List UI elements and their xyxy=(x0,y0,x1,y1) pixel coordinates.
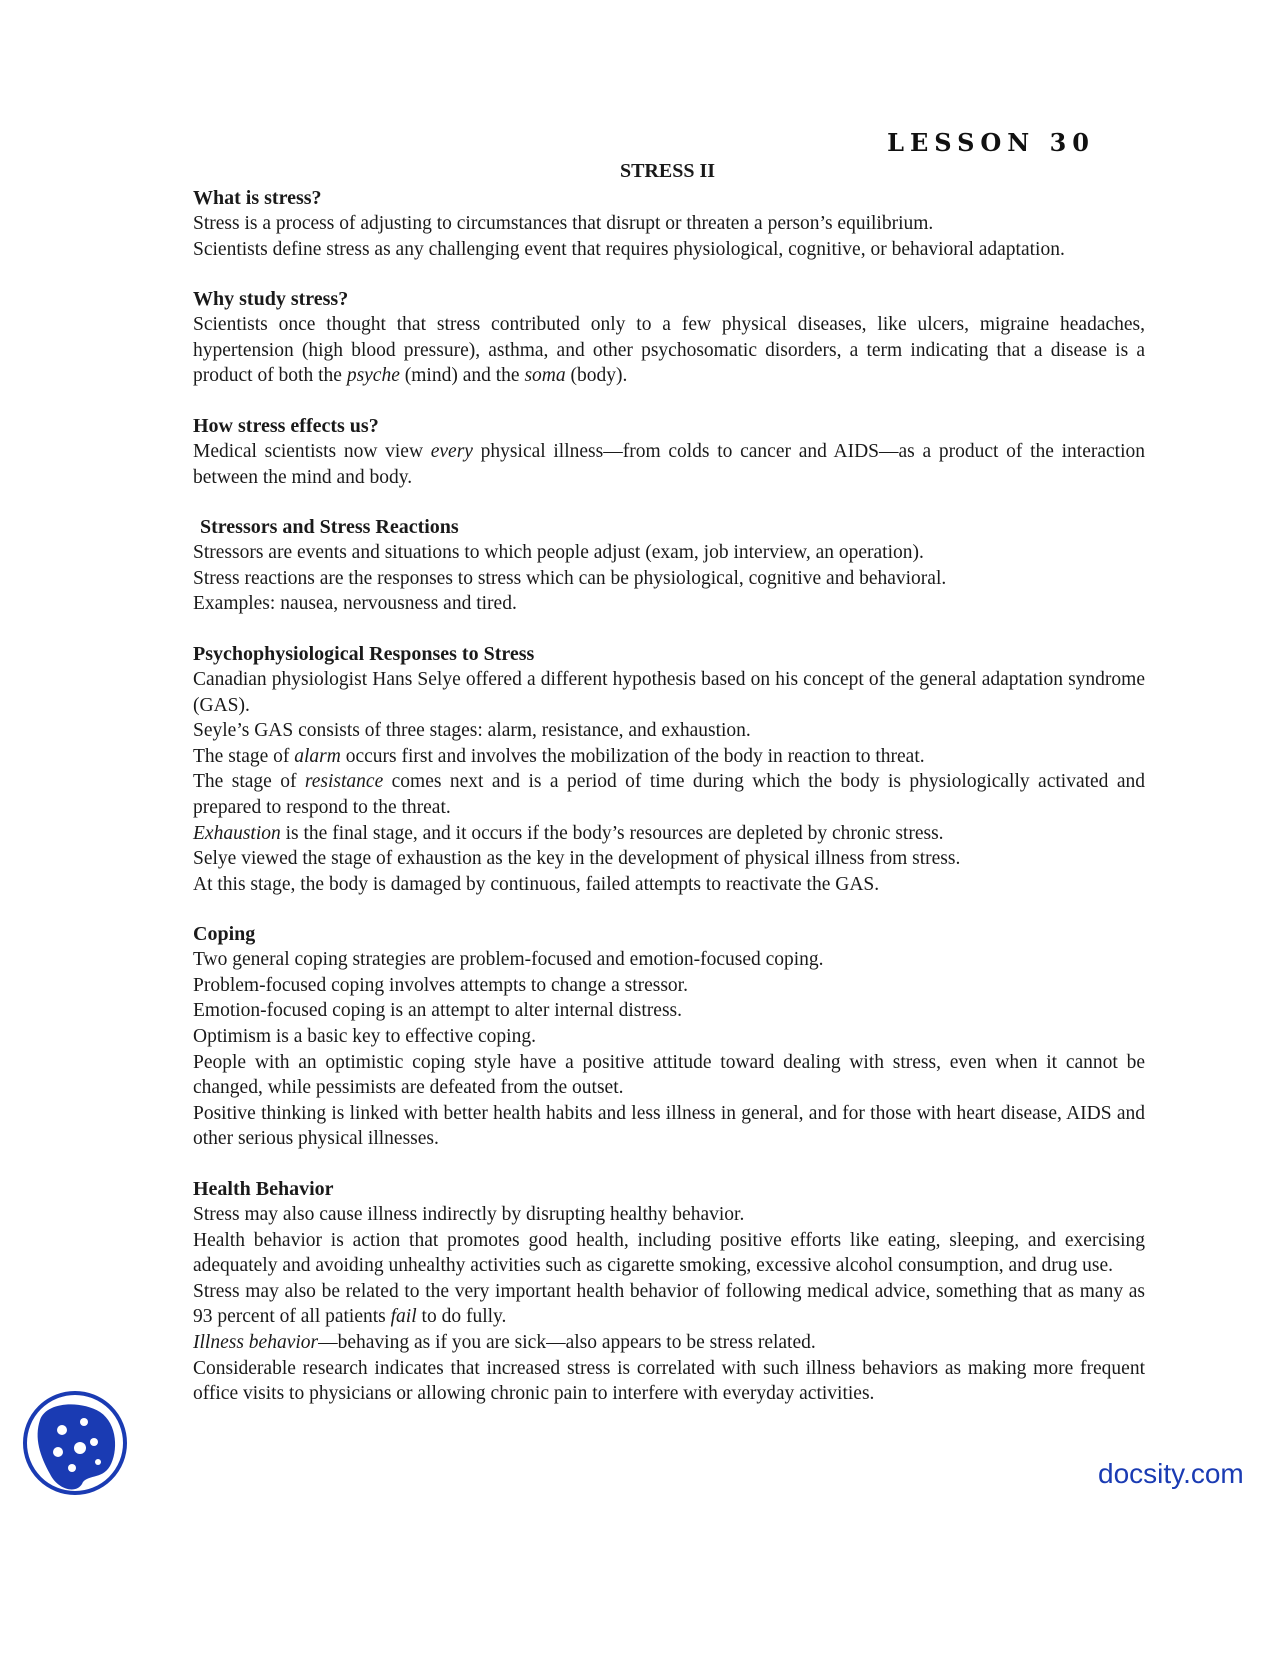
text-run: occurs first and involves the mobilization of the body in reaction to threat. xyxy=(340,745,925,767)
text-run: The stage of xyxy=(193,771,305,793)
paragraph: Stressors are events and situations to which people adjust (exam, job interview, an operation). xyxy=(193,542,924,564)
text-run: is the final stage, and it occurs if the body’s resources are depleted by chronic stress. xyxy=(280,822,944,844)
emphasis-soma: soma xyxy=(524,365,566,387)
paragraph xyxy=(193,769,1145,820)
section-coping xyxy=(193,921,1145,1152)
paragraph xyxy=(193,821,1145,847)
section-health-behavior xyxy=(193,1176,1145,1407)
paragraph: Positive thinking is linked with better health habits and less illness in general, and for those with heart disease, AIDS and other serious physical illnesses. xyxy=(193,1102,1145,1150)
emphasis-fail: fail xyxy=(390,1306,417,1328)
text-run: Medical scientists now view xyxy=(193,440,431,462)
docsity-logo-icon[interactable] xyxy=(22,1390,128,1496)
paragraph xyxy=(193,744,1145,770)
paragraph: Selye viewed the stage of exhaustion as the key in the development of physical illness from stress. xyxy=(193,848,961,870)
section-how-stress-effects xyxy=(193,413,1145,490)
paragraph: Problem-focused coping involves attempts to change a stressor. xyxy=(193,974,688,996)
document-body xyxy=(193,185,1145,1431)
paragraph: Health behavior is action that promotes good health, including positive efforts like eating, sleeping, and exercising adequately and avoiding unhealthy activities such as cigarette smoking, excessive alcohol consumption, and drug use. xyxy=(193,1229,1145,1277)
section-what-is-stress xyxy=(193,185,1145,262)
section-psychophysiological xyxy=(193,641,1145,897)
emphasis-every: every xyxy=(430,440,473,462)
section-heading: How stress effects us? xyxy=(193,414,379,437)
paragraph: Canadian physiologist Hans Selye offered a different hypothesis based on his concept of the general adaptation syndrome (GAS). xyxy=(193,668,1145,716)
section-heading: Why study stress? xyxy=(193,288,349,311)
section-heading: Psychophysiological Responses to Stress xyxy=(193,642,535,665)
section-stressors xyxy=(193,514,1145,617)
text-run: Scientists once thought that stress contributed only to a few physical diseases, like ulcers, migraine headaches, hypertension (high blood pressure), asthma, and other psychosomatic disorders, a term indicating that a disease is a product of both the xyxy=(193,314,1145,387)
text-run: (body). xyxy=(565,365,628,387)
page-title: STRESS II xyxy=(619,160,716,182)
text-run: to do fully. xyxy=(416,1306,507,1328)
paragraph: Stress is a process of adjusting to circumstances that disrupt or threaten a person’s equilibrium. xyxy=(193,213,934,234)
section-heading: Coping xyxy=(193,923,256,946)
text-run: physical illness—from colds to cancer and AIDS—as a product of the interaction between the mind and body. xyxy=(193,440,1145,488)
lesson-number: LESSON 30 xyxy=(887,128,1095,157)
text-run: comes next and is a period of time during which the body is physiologically activated and prepared to respond to the threat. xyxy=(193,771,1145,818)
paragraph: At this stage, the body is damaged by continuous, failed attempts to reactivate the GAS. xyxy=(193,873,880,895)
paragraph: Two general coping strategies are problem-focused and emotion-focused coping. xyxy=(193,949,824,971)
paragraph: Examples: nausea, nervousness and tired. xyxy=(193,593,517,615)
paragraph: Seyle’s GAS consists of three stages: alarm, resistance, and exhaustion. xyxy=(193,720,751,742)
paragraph: Optimism is a basic key to effective coping. xyxy=(193,1026,536,1048)
paragraph xyxy=(193,1279,1145,1330)
emphasis-psyche: psyche xyxy=(346,365,400,387)
paragraph: Stress may also cause illness indirectly by disrupting healthy behavior. xyxy=(193,1204,745,1226)
text-run: The stage of xyxy=(193,745,295,767)
text-run: —behaving as if you are sick—also appears to be stress related. xyxy=(318,1332,816,1353)
emphasis-exhaustion: Exhaustion xyxy=(193,822,281,844)
section-why-study-stress xyxy=(193,286,1145,389)
paragraph xyxy=(193,312,1145,389)
text-run: (mind) and the xyxy=(399,365,525,387)
section-heading: What is stress? xyxy=(193,187,322,209)
emphasis-resistance: resistance xyxy=(304,771,384,793)
section-heading: Stressors and Stress Reactions xyxy=(200,516,459,539)
emphasis-alarm: alarm xyxy=(294,745,341,767)
paragraph: Emotion-focused coping is an attempt to alter internal distress. xyxy=(193,1000,683,1022)
paragraph: Considerable research indicates that increased stress is correlated with such illness behaviors as making more frequent office visits to physicians or allowing chronic pain to interfere with everyday activities. xyxy=(193,1357,1145,1405)
emphasis-illness-behavior: Illness behavior xyxy=(193,1332,319,1353)
text-run: Stress may also be related to the very important health behavior of following medical advice, something that as many as 93 percent of all patients xyxy=(193,1280,1145,1328)
paragraph xyxy=(193,439,1145,490)
section-heading: Health Behavior xyxy=(193,1178,334,1201)
paragraph: Scientists define stress as any challenging event that requires physiological, cognitive, or behavioral adaptation. xyxy=(193,238,1065,260)
paragraph: People with an optimistic coping style have a positive attitude toward dealing with stress, even when it cannot be changed, while pessimists are defeated from the outset. xyxy=(193,1051,1145,1099)
docsity-brand-link[interactable]: docsity.com xyxy=(1098,1458,1244,1489)
paragraph xyxy=(193,1330,1145,1356)
paragraph: Stress reactions are the responses to stress which can be physiological, cognitive and behavioral. xyxy=(193,567,947,589)
